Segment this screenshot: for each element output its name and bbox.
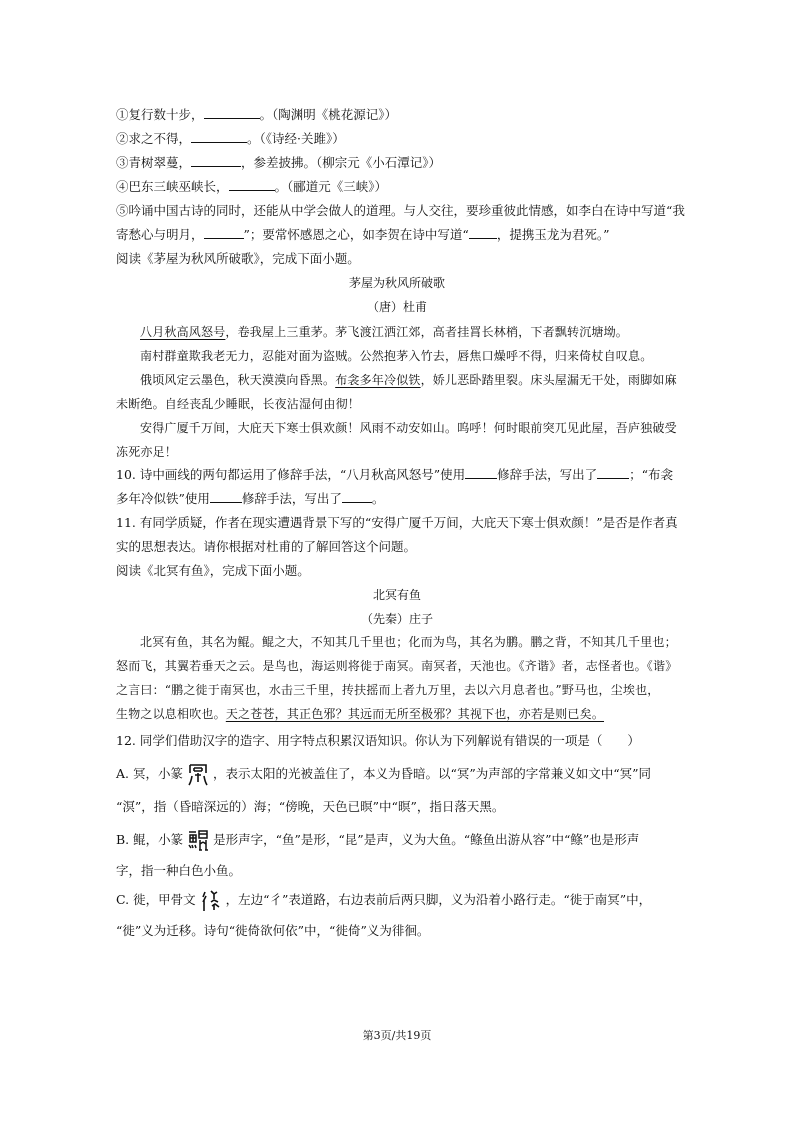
q5-line1: ⑤吟诵中国古诗的同时，还能从中学会做人的道理。与人交往，要珍重彼此情感，如李白在诗中写道“我	[116, 203, 685, 218]
q12-option-b[interactable]: B. 鲲，小篆 是形声字，“鱼”是形，“昆”是声，义为大鱼。“鲦鱼出游从容”中“鲦”也是形声	[116, 826, 639, 854]
q10-line1: 10. 诗中画线的两句都运用了修辞手法，“八月秋高风怒号”使用 修辞手法，写出了 ；“布衾	[116, 467, 674, 482]
poem1-para4-cont: 冻死亦足！	[116, 445, 178, 459]
poem2-line3: 之言曰：“鹏之徙于南冥也，水击三千里，抟扶摇而上者九万里，去以六月息者也。”野马也，尘埃也，	[116, 683, 660, 697]
poem1-para3: 俄顷风定云墨色，秋天漠漠向昏黑。布衾多年冷似铁，娇儿恶卧踏里裂。床头屋漏无干处，雨脚如麻	[140, 373, 677, 387]
poem2-line2: 怒而飞，其翼若垂天之云。是鸟也，海运则将徙于南冥。南冥者，天池也。《齐谐》者，志怪者也。《谐》	[116, 659, 678, 673]
answer-blank[interactable]	[204, 226, 244, 239]
answer-blank[interactable]	[229, 178, 275, 191]
q12-option-b-cont: 字，指一种白色小鱼。	[116, 863, 242, 878]
poem2-body	[116, 630, 682, 726]
poem1-para3-cont: 未断绝。自经丧乱少睡眠，长夜沾湿何由彻！	[116, 397, 361, 411]
poem2-author: （先秦）庄子	[360, 612, 433, 626]
answer-blank[interactable]	[191, 154, 241, 167]
poem1-body	[116, 320, 682, 464]
reading2-intro: 阅读《北冥有鱼》，完成下面小题。	[116, 563, 310, 578]
seal-script-kun-icon	[187, 828, 209, 854]
fill-blank-1: ①复行数十步， 。（陶渊明《桃花源记》）	[116, 107, 398, 122]
reading1-intro: 阅读《茅屋为秋风所破歌》，完成下面小题。	[116, 251, 360, 266]
poem1-para4: 安得广厦千万间，大庇天下寒士俱欢颜！风雨不动安如山。呜呼！何时眼前突兀见此屋，吾庐独破受	[140, 421, 677, 435]
poem1-para1: 八月秋高风怒号，卷我屋上三重茅。茅飞渡江洒江郊，高者挂罥长林梢，下者飘转沉塘坳。	[140, 325, 629, 339]
answer-blank[interactable]	[469, 226, 497, 239]
q11-line1: 11. 有同学质疑，作者在现实遭遇背景下写的“安得广厦千万间，大庇天下寒士俱欢颜！”是否是作者真	[116, 515, 678, 530]
fill-blank-4: ④巴东三峡巫峡长， 。（郦道元《三峡》）	[116, 179, 388, 194]
q5-line2: 寄愁心与明月， ”；要常怀感恩之心，如李贺在诗中写道“ ，提携玉龙为君死。”	[116, 227, 610, 242]
q11-line2: 实的思想表达。请你根据对杜甫的了解回答这个问题。	[116, 539, 417, 554]
q10-line2: 多年冷似铁”使用 修辞手法，写出了 。	[116, 491, 385, 506]
poem1-author: （唐）杜甫	[366, 300, 427, 314]
answer-blank[interactable]	[342, 490, 372, 503]
poem1-title: 茅屋为秋风所破歌	[348, 276, 445, 290]
poem2-line4: 生物之以息相吹也。天之苍苍，其正色邪？其远而无所至极邪？其视下也，亦若是则已矣。	[116, 707, 605, 721]
oracle-bone-xi-icon	[200, 888, 222, 914]
q12-stem: 12. 同学们借助汉字的造字、用字特点积累汉语知识。你认为下列解说有错误的一项是（ ）	[116, 733, 640, 748]
poem1-para2: 南村群童欺我老无力，忍能对面为盗贼。公然抱茅入竹去，唇焦口燥呼不得，归来倚杖自叹息。	[140, 349, 653, 363]
answer-blank[interactable]	[465, 466, 497, 479]
answer-blank[interactable]	[210, 490, 242, 503]
seal-script-ming-icon	[187, 762, 209, 788]
answer-blank[interactable]	[191, 130, 247, 143]
fill-blank-2: ②求之不得， 。（《诗经·关雎》）	[116, 131, 345, 146]
answer-blank[interactable]	[204, 106, 260, 119]
answer-blank[interactable]	[597, 466, 629, 479]
poem2-title: 北冥有鱼	[372, 588, 421, 602]
q12-option-c[interactable]: C. 徙，甲骨文 ，左边“彳”表道路，右边表前后两只脚，义为沿着小路行走。“徙于南冥”中，	[116, 886, 651, 914]
q12-option-a[interactable]: A. 冥，小篆 ，表示太阳的光被盖住了，本义为昏暗。以“冥”为声部的字常兼义如文中“冥”同	[116, 760, 651, 788]
q12-option-a-cont: “溟”，指（昏暗深远的）海；“傍晚，天色已暝”中“暝”，指日落天黑。	[116, 799, 505, 814]
q12-option-c-cont: “徙”义为迁移。诗句“徙倚欲何依”中，“徙倚”义为徘徊。	[116, 923, 430, 938]
fill-blank-3: ③青树翠蔓， ，参差披拂。（柳宗元《小石潭记》）	[116, 155, 442, 170]
poem2-line1: 北冥有鱼，其名为鲲。鲲之大，不知其几千里也；化而为鸟，其名为鹏。鹏之背，不知其几千里也；	[140, 635, 677, 649]
page-footer: 第3页/共19页	[362, 1029, 432, 1042]
